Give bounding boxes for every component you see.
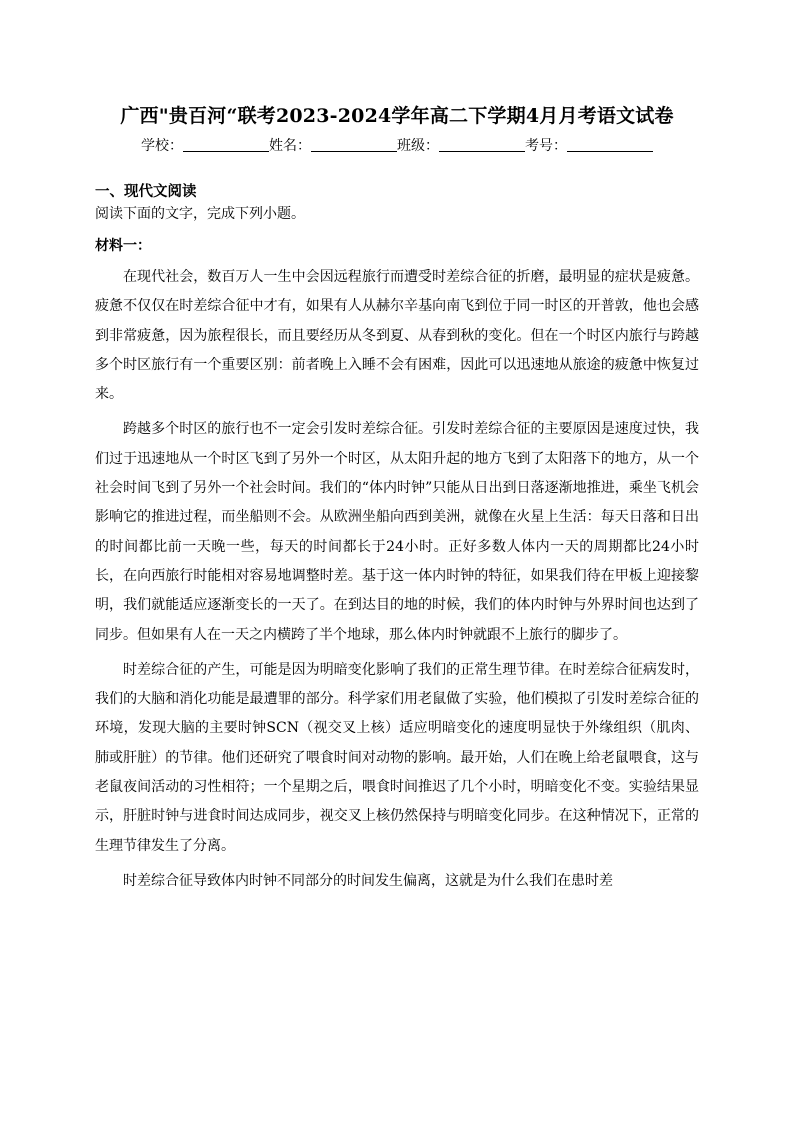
paragraph: 在现代社会，数百万人一生中会因远程旅行而遭受时差综合征的折磨，最明显的症状是疲惫。疲惫不仅仅在时差综合征中才有，如果有人从赫尔辛基向南飞到位于同一时区的开普敦，他也会感到非常疲惫，因为旅程很长，而且要经历从冬到夏、从春到秋的变化。但在一个时区内旅行与跨越多个时区旅行有一个重要区别：前者晚上入睡不会有困难，因此可以迅速地从旅途的疲惫中恢复过来。: [95, 269, 699, 403]
class-blank: [439, 137, 525, 152]
class-label: 班级：: [397, 138, 439, 154]
school-label: 学校：: [141, 138, 183, 154]
instruction-text: 阅读下面的文字，完成下列小题。: [95, 206, 305, 222]
material-label: 材料一：: [95, 238, 151, 254]
reading-passage: [95, 263, 699, 902]
exam-title: 广西"贵百河“联考2023-2024学年高二下学期4月月考语文试卷: [120, 105, 674, 127]
student-info-line: [0, 136, 794, 156]
name-label: 姓名：: [269, 138, 311, 154]
school-blank: [183, 137, 269, 152]
paragraph: 跨越多个时区的旅行也不一定会引发时差综合征。引发时差综合征的主要原因是速度过快，我们过于迅速地从一个时区飞到了另外一个时区，从太阳升起的地方飞到了太阳落下的地方，从一个社会时间飞到了另外一个社会时间。我们的“体内时钟”只能从日出到日落逐渐地推进，乘坐飞机会影响它的推进过程，而坐船则不会。从欧洲坐船向西到美洲，就像在火星上生活：每天日落和日出的时间都比前一天晚一些，每天的时间都长于24小时。正好多数人体内一天的周期都比24小时长，在向西旅行时能相对容易地调整时差。基于这一体内时钟的特征，如果我们待在甲板上迎接黎明，我们就能适应逐渐变长的一天了。在到达目的地的时候，我们的体内时钟与外界时间也达到了同步。但如果有人在一天之内横跨了半个地球，那么体内时钟就跟不上旅行的脚步了。: [95, 421, 699, 643]
number-blank: [567, 137, 653, 152]
name-blank: [311, 137, 397, 152]
number-label: 考号：: [525, 138, 567, 154]
section-heading: 一、现代文阅读: [95, 184, 197, 200]
paragraph: 时差综合征的产生，可能是因为明暗变化影响了我们的正常生理节律。在时差综合征病发时，我们的大脑和消化功能是最遭罪的部分。科学家们用老鼠做了实验，他们模拟了引发时差综合征的环境，发现大脑的主要时钟SCN（视交叉上核）适应明暗变化的速度明显快于外缘组织（肌肉、肺或肝脏）的节律。他们还研究了喂食时间对动物的影响。最开始，人们在晚上给老鼠喂食，这与老鼠夜间活动的习性相符；一个星期之后，喂食时间推迟了几个小时，明暗变化不变。实验结果显示，肝脏时钟与进食时间达成同步，视交叉上核仍然保持与明暗变化同步。在这种情况下，正常的生理节律发生了分离。: [95, 661, 699, 854]
paragraph: 时差综合征导致体内时钟不同部分的时间发生偏离，这就是为什么我们在患时差: [123, 872, 613, 889]
